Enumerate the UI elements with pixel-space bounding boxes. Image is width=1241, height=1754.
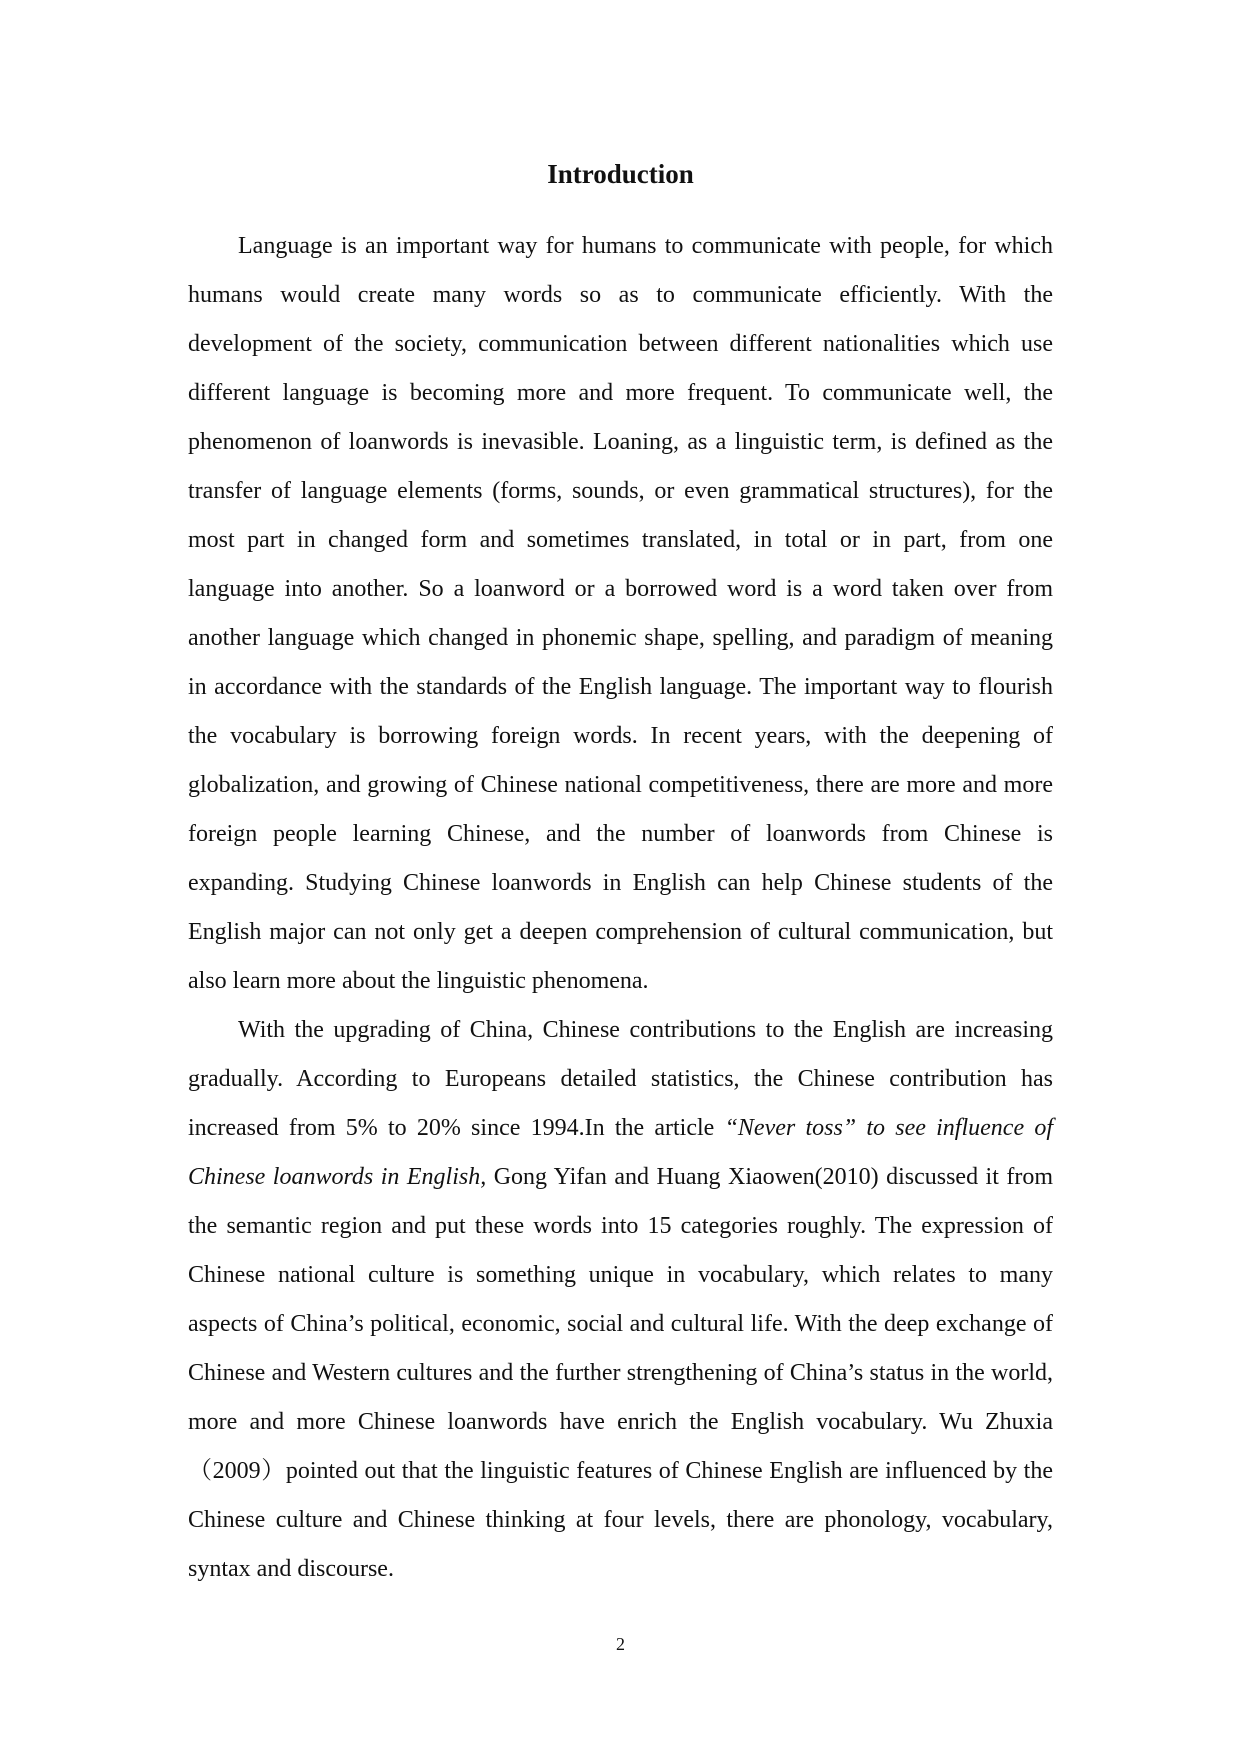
article-title: “Never toss” to see influence of Chinese loanwords in English,: [188, 1115, 1053, 1190]
page-number: 2: [616, 1634, 625, 1654]
body-text: [188, 222, 1053, 1594]
page-title: Introduction: [547, 159, 694, 189]
paragraph-1: Language is an important way for humans to communicate with people, for which humans would create many words so as to communicate efficiently. With the development of the society, communication between different nationalities which use different language is becoming more and more frequent. To communicate well, the phenomenon of loanwords is inevasible. Loaning, as a linguistic term, is defined as the transfer of language elements (forms, sounds, or even grammatical structures), for the most part in changed form and sometimes translated, in total or in part, from one language into another. So a loanword or a borrowed word is a word taken over from another language which changed in phonemic shape, spelling, and paradigm of meaning in accordance with the standards of the English language. The important way to flourish the vocabulary is borrowing foreign words. In recent years, with the deepening of globalization, and growing of Chinese national competitiveness, there are more and more foreign people learning Chinese, and the number of loanwords from Chinese is expanding. Studying Chinese loanwords in English can help Chinese students of the English major can not only get a deepen comprehension of cultural communication, but also learn more about the linguistic phenomena.: [188, 233, 1053, 994]
paragraph-2: [188, 1006, 1053, 1594]
paragraph-2-text-end: Gong Yifan and Huang Xiaowen(2010) discussed it from the semantic region and put these words into 15 categories roughly. The expression of Chinese national culture is something unique in vocabulary, which relates to many aspects of China’s political, economic, social and cultural life. With the deep exchange of Chinese and Western cultures and the further strengthening of China’s status in the world, more and more Chinese loanwords have enrich the English vocabulary. Wu Zhuxia（2009）pointed out that the linguistic features of Chinese English are influenced by the Chinese culture and Chinese thinking at four levels, there are phonology, vocabulary, syntax and discourse.: [188, 1164, 1054, 1582]
paragraph-2-text-start: With the upgrading of China, Chinese contributions to the English are increasing gradually. According to Europeans detailed statistics, the Chinese contribution has increased from 5% to 20% since 1994.In the article: [188, 1017, 1053, 1141]
